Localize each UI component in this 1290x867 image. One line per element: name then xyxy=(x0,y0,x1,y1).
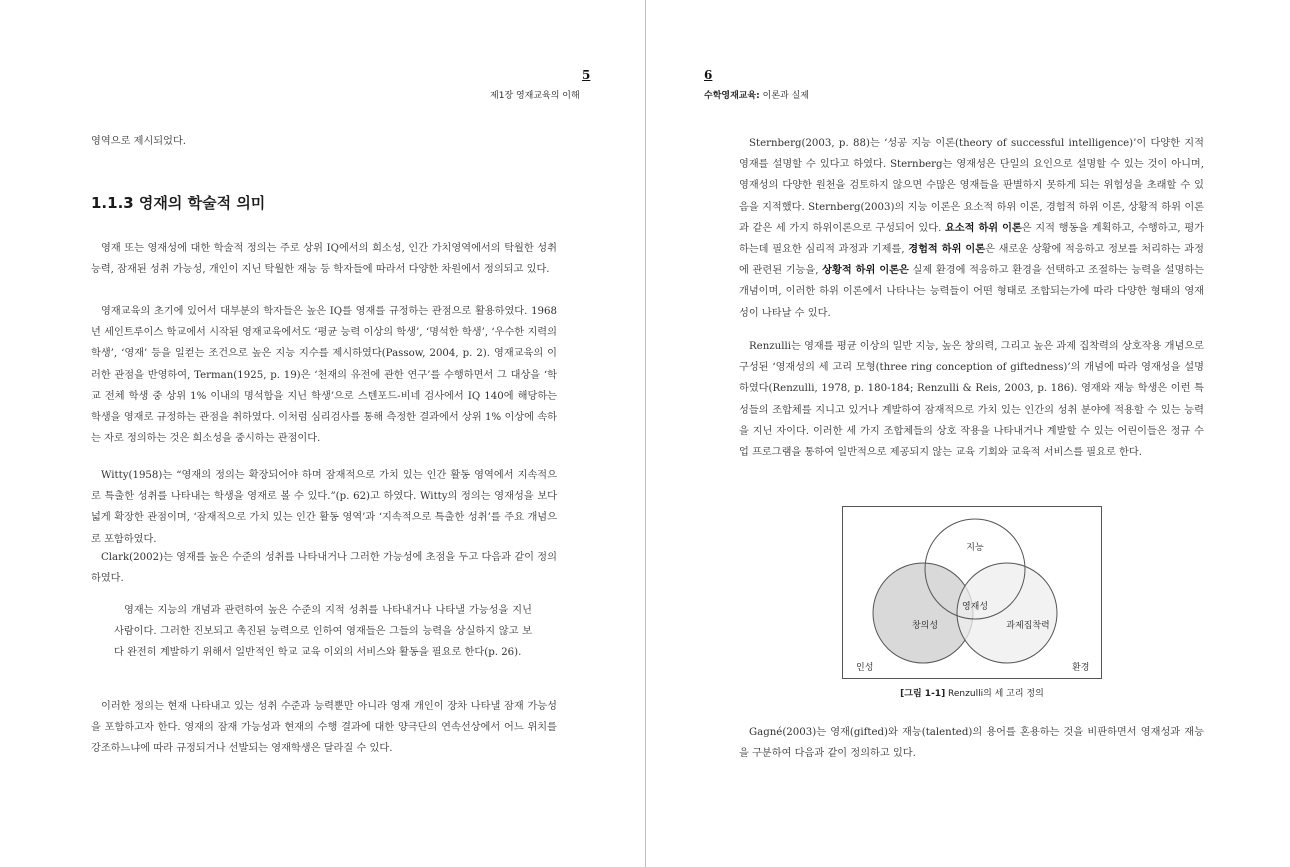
running-head-bold: 수학영재교육: xyxy=(704,91,760,101)
caption-label: [그림 1-1] xyxy=(900,689,946,699)
paragraph: Renzulli는 영재를 평균 이상의 일반 지능, 높은 창의력, 그리고 높은 과제 집착력의 상호작용 개념으로 구성된 ‘영재성의 세 고리 모형(three ring conception of giftedness)’의 개념에 따라 영재성을 설명하였다(Renzulli, 1978, p. 180-184; Renzulli & Reis, 2003, p. 186). 영재와 재능 학생은 이런 특성들의 조합체를 지니고 있거나 계발하여 잠재적으로 가치 있는 인간의 성취 분야에 적용할 수 있는 능력을 지닌 자이다. 이러한 세 가지 조합체들의 상호 작용을 나타내거나 계발할 수 있는 어린이들은 정규 수업 프로그램을 통하여 일반적으로 제공되지 않는 교육 기회와 교육적 서비스를 필요로 한다. xyxy=(739,341,1204,459)
creativity-label: 창의성 xyxy=(911,621,939,631)
text-run: 실제 환경에 적응하고 환경을 선택하고 조절하는 능력을 설명하는 개념이며, 이러한 하위 이론에서 나타나는 능력들이 어떤 형태로 조합되는가에 따라 다양한 형태의 영재성이 나타날 수 있다. xyxy=(739,265,1204,319)
page-number: 6 xyxy=(704,68,713,82)
venn-figure xyxy=(842,506,1102,679)
paragraph: Witty(1958)는 “영재의 정의는 확장되어야 하며 잠재적으로 가치 있는 인간 활동 영역에서 지속적으로 특출한 성취를 나타내는 학생을 영재로 볼 수 있다.”(p. 62)고 하였다. Witty의 정의는 영재성을 보다 넓게 확장한 관점이며, ‘잠재적으로 가치 있는 인간 활동 영역’과 ‘지속적으로 특출한 성취’를 주요 개념으로 포함하였다. xyxy=(91,470,557,545)
bold-term: 경험적 하위 이론 xyxy=(908,243,986,256)
page-number: 5 xyxy=(582,68,591,82)
running-head xyxy=(704,88,809,101)
giftedness-label: 영재성 xyxy=(961,602,989,612)
right-page xyxy=(647,0,1290,867)
intro-line: 영역으로 제시되었다. xyxy=(91,136,187,147)
paragraph xyxy=(739,133,1204,324)
paragraph: Clark(2002)는 영재를 높은 수준의 성취를 나타내거나 그러한 가능성에 초점을 두고 다음과 같이 정의하였다. xyxy=(91,552,557,585)
caption-text: Renzulli의 세 고리 정의 xyxy=(945,689,1044,699)
bold-term: 상황적 하위 이론은 xyxy=(822,264,909,277)
venn-diagram xyxy=(843,507,1101,678)
figure-caption xyxy=(843,686,1101,699)
paragraph: 영재 또는 영재성에 대한 학술적 정의는 주로 상위 IQ에서의 희소성, 인간 가치영역에서의 탁월한 성취 능력, 잠재된 성취 가능성, 개인이 지닌 탁월한 재능 등 학자들에 따라서 다양한 차원에서 정의되고 있다. xyxy=(91,243,557,276)
intelligence-label: 지능 xyxy=(966,543,984,553)
paragraph: 이러한 정의는 현재 나타내고 있는 성취 수준과 능력뿐만 아니라 영재 개인이 장차 나타낼 잠재 가능성을 포함하고자 한다. 영재의 잠재 가능성과 현재의 수행 결과에 대한 양극단의 연속선상에서 어느 위치를 강조하느냐에 따라 규정되거나 선발되는 영재학생은 달라질 수 있다. xyxy=(91,701,557,755)
bold-term: 요소적 하위 이론 xyxy=(944,221,1022,234)
text-run: Sternberg(2003, p. 88)는 ‘성공 지능 이론(theory of successful intelligence)’이 다양한 지적 영재를 설명할 수 있다고 하였다. Sternberg는 영재성은 단일의 요인으로 설명할 수 있는 것이 아니며, 영재성의 다양한 원천을 검토하지 않으면 수많은 영재들을 판별하지 못하게 되는 위험성을 초래할 수 있음을 지적했다. Sternberg(2003)의 지능 이론은 요소적 하위 이론, 경험적 하위 이론, 상황적 하위 이론과 같은 세 가지 하위이론으로 구성되어 있다. xyxy=(739,138,1204,234)
block-quote: 영재는 지능의 개념과 관련하여 높은 수준의 지적 성취를 나타내거나 나타낼 가능성을 지닌 사람이다. 그러한 진보되고 촉진된 능력으로 인하여 영재들은 그들의 능력을 상실하지 않고 보다 완전히 계발하기 위해서 일반적인 학교 교육 이외의 서비스와 활동을 필요로 한다(p. 26). xyxy=(114,605,532,659)
environment-label: 환경 xyxy=(1072,663,1090,673)
section-title: 1.1.3 영재의 학술적 의미 xyxy=(91,194,266,212)
paragraph: 영재교육의 초기에 있어서 대부분의 학자들은 높은 IQ를 영재를 규정하는 관점으로 활용하였다. 1968년 세인트루이스 학교에서 시작된 영재교육에서도 ‘평균 능력 이상의 학생’, ‘명석한 학생’, ‘우수한 지력의 학생’, ‘영재’ 등을 일컫는 조건으로 높은 지능 지수를 제시하였다(Passow, 2004, p. 2). 영재교육의 이러한 관점을 반영하여, Terman(1925, p. 19)은 ‘천재의 유전에 관한 연구’를 수행하면서 그 대상을 ‘학교 전체 학생 중 상위 1% 이내의 명석함을 지닌 학생’으로 스텐포드-비네 검사에서 IQ 140에 해당하는 학생을 영재로 규정하는 관점을 취하였다. 이처럼 심리검사를 통해 측정한 결과에서 상위 1% 이상에 속하는 자로 정의하는 것은 희소성을 중시하는 관점이다. xyxy=(91,306,557,445)
personality-label: 인성 xyxy=(856,663,874,673)
page-divider xyxy=(645,0,646,867)
text-run: 은 새로운 상황에 적응하고 정보를 처리하는 과정에 관련된 기능을, xyxy=(739,244,1204,277)
running-head: 제1장 영재교육의 이해 xyxy=(490,91,580,101)
task-commitment-label: 과제집착력 xyxy=(1006,621,1050,631)
running-head-rest: 이론과 실제 xyxy=(759,91,809,101)
text-run: 은 지적 행동을 계획하고, 수행하고, 평가하는데 필요한 심리적 과정과 기제를, xyxy=(739,222,1205,256)
paragraph: Gagné(2003)는 영재(gifted)와 재능(talented)의 용어를 혼용하는 것을 비판하면서 영재성과 재능을 구분하여 다음과 같이 정의하고 있다. xyxy=(739,727,1204,760)
